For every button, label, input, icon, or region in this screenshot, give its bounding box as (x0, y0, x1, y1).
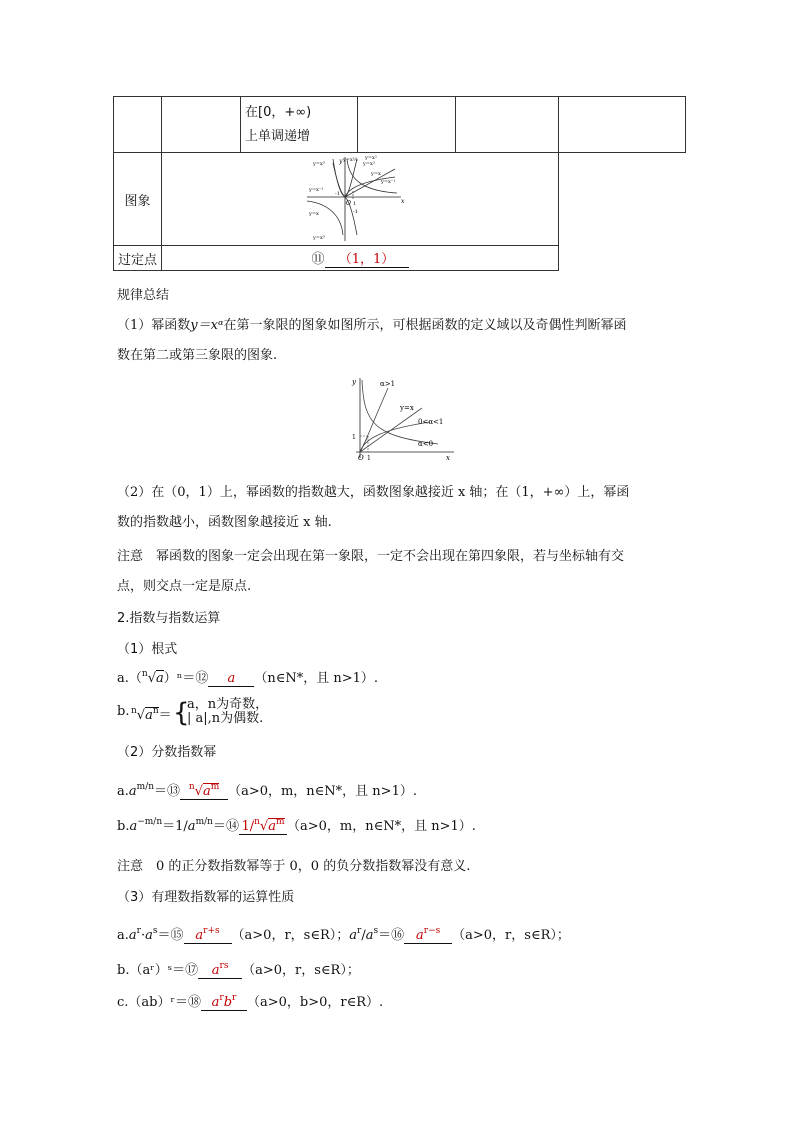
table-cell (559, 97, 686, 153)
radical-b-prefix: b. (117, 704, 130, 719)
point-num: ⑪ (311, 252, 325, 267)
fractional-b-line: $b.a^{-m/n}=1/a^{m/n}=⑭$ $1/^n√a^m$ （a>0，m，n∈N*，且 n>1）. (117, 817, 476, 834)
rules-title: 规律总结 (117, 288, 170, 303)
fractional-b-num: ⑭ (225, 819, 239, 834)
point-answer: （1，1） (325, 248, 409, 268)
section2-title: 2.指数与指数运算 (117, 611, 221, 626)
fractional-a-suffix: （a>0，m，n∈N*，且 n>1）. (228, 784, 417, 799)
rules-a-num1: ⑮ (170, 928, 184, 943)
radical-a-prefix: a.（ (117, 671, 142, 686)
radical-a-line: a.（$^n$√a）ⁿ＝⑫ a （n∈N*，且 n>1）. (117, 669, 379, 686)
graph-neg-one-y: -1 (353, 209, 358, 215)
monotonic-line1: 在[0，+∞) (245, 104, 312, 120)
table-cell (559, 153, 686, 246)
power-function-table (113, 96, 686, 271)
rules-a-mid: （a>0，r，s∈R）； (231, 928, 350, 943)
fig-origin: O (358, 454, 364, 460)
curve-y-inverse-neg (307, 201, 343, 235)
table-row (114, 246, 686, 271)
radical-b-case2: | a|,n为偶数. (187, 711, 264, 726)
rules-p1-formula: y＝xᵅ (190, 318, 224, 333)
fig-label: α<0 (418, 440, 434, 448)
note2: 注意 0 的正分数指数幂等于 0，0 的负分数指数幂没有意义. (117, 859, 471, 874)
monotonic-line2: 上单调递增 (245, 128, 311, 144)
fig-label: 0<α<1 (418, 418, 444, 426)
fig-x-label: x (446, 454, 450, 460)
table-cell-monotonic (241, 97, 358, 153)
radical-a-mid: ）ⁿ＝⑫ (163, 671, 209, 686)
graph-label: y=x² (363, 161, 375, 167)
graph-label: y=x½ (343, 157, 358, 163)
first-quadrant-figure (338, 374, 458, 460)
rules-p1-prefix: （1）幂函数 (117, 318, 191, 333)
table-cell (456, 97, 559, 153)
radical-a-suffix: （n∈N*，且 n>1）. (254, 671, 379, 686)
graph-neg-one-x: -1 (335, 191, 340, 197)
graph-label: y=x (309, 211, 319, 217)
rules-a-prefix: a. (117, 928, 129, 943)
table-row (114, 153, 686, 246)
rules-p1-line2: 数在第二或第三象限的图象. (117, 348, 278, 363)
rules-a-suffix: （a>0，r，s∈R）； (452, 928, 570, 943)
graph-label: y=x² (365, 155, 377, 161)
power-functions-graph (305, 155, 415, 243)
graph-label: y=x³ (313, 235, 325, 241)
rules-a-line: $a.a^r\cdot a^s=⑮$ $a^{r+s}$ （a>0，r，s∈R）；$a^r/a^s=⑯$ $a^{r-s}$ （a>0，r，s∈R）； (117, 926, 570, 943)
rules-p1-rest: 在第一象限的图象如图所示，可根据函数的定义域以及奇偶性判断幂函 (223, 318, 627, 333)
rules-p1-line1 (117, 314, 627, 333)
rules-c-line: c.（ab）ʳ＝⑱ $a^rb^r$ （a>0，b>0，r∈R）. (117, 993, 384, 1010)
rules-p2-line1: （2）在（0，1）上，幂函数的指数越大，函数图象越接近 x 轴；在（1，+∞）上，幂函 (117, 485, 630, 500)
fractional-a-line: $a.a^{m/n}=⑬$ $^n√a^m$ （a>0，m，n∈N*，且 n>1）. (117, 782, 417, 799)
point-row-label: 过定点 (114, 246, 162, 271)
fig-one-x: 1 (367, 455, 371, 460)
table-cell (114, 97, 162, 153)
fractional-b-prefix: b. (117, 819, 130, 834)
section2-sub1: （1）根式 (117, 642, 178, 657)
rules-note-line2: 点，则交点一定是原点. (117, 579, 252, 594)
rules-c-suffix: （a>0，b>0，r∈R）. (247, 995, 384, 1010)
fig-label: y=x (400, 404, 414, 412)
graph-axis-x-label: x (401, 198, 405, 205)
fractional-a-prefix: a. (117, 784, 129, 799)
graph-label: y=x⁻¹ (381, 179, 396, 185)
rules-b-prefix: b.（aʳ）ˢ＝⑰ (117, 963, 199, 978)
graph-cell (162, 153, 559, 246)
brace-icon: { (173, 698, 190, 728)
graph-label: y=x³ (313, 161, 325, 167)
table-row (114, 97, 686, 153)
graph-origin: O (346, 200, 351, 207)
table-cell (358, 97, 456, 153)
table-cell (559, 246, 686, 271)
rules-b-suffix: （a>0，r，s∈R）； (242, 963, 360, 978)
fig-one-y: 1 (352, 434, 356, 441)
rules-p2-line2: 数的指数越小，函数图象越接近 x 轴. (117, 515, 332, 530)
document-page: 在[0，+∞) 上单调递增 图象 y=x³ y=x½ y=x² y=x y=x⁻¹ y=x y=x⁻¹ y=x³ y=x² x y O 1 -1 -1 过定点 ⑪ （1，1） 规律总结 （1）幂函数y＝xᵅ在第一象限的图象如图所示，可根据函数的定义域以及奇偶性判断幂函 数在第二或第三象限的图象. y x O 1 1 α>1 y=x 0<α<1 α<0 （2）在（0，1）上，幂函数的指数越大，函数图象越接近 x 轴；在（1，+∞）上，幂函 数的指数越小，函数图象越接近 x 轴. 注意 幂函数的图象一定会出现在第一象限，一定不会出现在第四象限，若与坐标轴有交 点，则交点一定是原点. 2.指数与指数运算 （1）根式 a.（$^n$√a）ⁿ＝⑫ a （n∈N*，且 n>1）. b. $^n√a^n=$ { a，n为奇数， | a|,n为偶数. （2）分数指数幂 $a.a^{m/n}=⑬$ $^n√a^m$ （a>0，m，n∈N*，且 n>1）. $b.a^{-m/n}=1/a^{m/n}=⑭$ $1/^n√a^m$ （a>0，m，n∈N*，且 n>1）. 注意 0 的正分数指数幂等于 0，0 的负分数指数幂没有意义. （3）有理数指数幂的运算性质 $a.a^r\cdot a^s=⑮$ $a^{r+s}$ （a>0，r，s∈R）；$a^r/a^s=⑯$ $a^{r-s}$ （a>0，r，s∈R）； b.（aʳ）ˢ＝⑰ $a^{rs}$ （a>0，r，s∈R）； c.（ab）ʳ＝⑱ $a^rb^r$ （a>0，b>0，r∈R）. (0, 0, 794, 1123)
fig-label: α>1 (380, 380, 396, 388)
rules-a-num2: ⑯ (391, 928, 405, 943)
point-cell (162, 246, 559, 271)
graph-axis-y-label: y (339, 158, 343, 165)
radical-a-answer: a (208, 671, 254, 687)
fractional-a-num: ⑬ (167, 784, 181, 799)
graph-one: 1 (353, 201, 357, 207)
section2-sub3: （3）有理数指数幂的运算性质 (117, 890, 295, 905)
rules-c-prefix: c.（ab）ʳ＝⑱ (117, 995, 201, 1010)
graph-row-label: 图象 (114, 153, 162, 246)
rules-b-line: b.（aʳ）ˢ＝⑰ $a^{rs}$ （a>0，r，s∈R）； (117, 961, 360, 978)
fig-curve-alpha-lt-0 (362, 380, 438, 444)
graph-label: y=x (371, 171, 381, 177)
fractional-b-suffix: （a>0，m，n∈N*，且 n>1）. (286, 819, 476, 834)
rules-note-line1: 注意 幂函数的图象一定会出现在第一象限，一定不会出现在第四象限，若与坐标轴有交 (117, 549, 625, 564)
fig-y-label: y (352, 378, 356, 386)
radical-b-case1: a，n为奇数， (187, 697, 269, 712)
table-cell (162, 97, 241, 153)
graph-label: y=x⁻¹ (309, 187, 324, 193)
section2-sub2: （2）分数指数幂 (117, 745, 217, 760)
